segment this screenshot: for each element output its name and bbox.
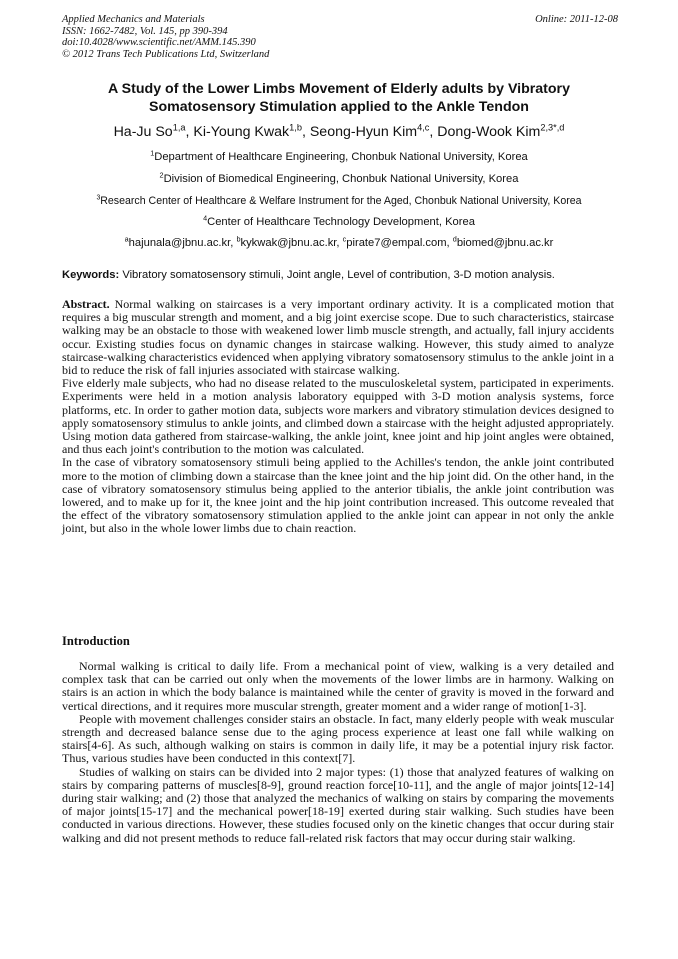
author-sup: 1,b [289, 122, 302, 133]
keywords-text: Vibratory somatosensory stimuli, Joint angle, Level of contribution, 3-D motion analysis. [122, 269, 555, 281]
copyright: © 2012 Trans Tech Publications Ltd, Switzerland [62, 48, 270, 60]
online-date: Online: 2011-12-08 [535, 14, 618, 25]
email-sup: d [452, 234, 457, 244]
affiliation-text: Research Center of Healthcare & Welfare Instrument for the Aged, Chonbuk National University, Korea [100, 195, 582, 207]
abstract-paragraph-3: In the case of vibratory somatosensory stimuli being applied to the Achilles's tendon, the ankle joint contributed more to the motion of climbing down a staircase than the knee joint and the hip joint did. On the other hand, in the case of vibratory somatosensory stimulus being applied to the anterior tibialis, the ankle joint contribution was lowered, and to make up for it, the knee joint and the hip joint contribution increased. This outcome revealed that the effect of the vibratory somatosensory stimulation applied to the ankle joint can appear in not only the ankle joint, but also in the whole lower limbs due to chain reaction. [62, 455, 614, 536]
section-heading-introduction: Introduction [62, 634, 130, 648]
paper-title [40, 80, 638, 116]
author-name: Seong-Hyun Kim [309, 124, 418, 140]
email-link[interactable]: kykwak@jbnu.ac.kr [240, 237, 337, 249]
affiliation-3 [20, 194, 658, 208]
email-sup: a [124, 234, 129, 244]
affiliation-sup: 2 [159, 170, 164, 180]
email-link[interactable]: biomed@jbnu.ac.kr [456, 237, 554, 249]
affiliation-2 [20, 172, 658, 186]
email-list: $^a$hajunala@jbnu.ac.kr, $^b$kykwak@jbnu.ac.kr, $^c$pirate7@empal.com, $^d$biomed@jbnu.ac.kr [124, 234, 554, 249]
introduction-body [62, 660, 614, 845]
affiliation-text: Department of Healthcare Engineering, Chonbuk National University, Korea [154, 151, 528, 163]
doi: doi:10.4028/www.scientific.net/AMM.145.390 [62, 37, 256, 48]
affiliation-sup: 4 [203, 213, 208, 223]
abstract-text: Normal walking on staircases is a very important ordinary activity. It is a complicated motion that requires a big muscular strength and moment, and a big joint exercise scope. Due to such characteristics, staircase walking may be an obstacle to those with weakened lower limb muscle strength, and actually, fall injury accidents occur. Existing studies focus on dynamic changes in staircase walking. However, this study aimed to analyze staircase-walking characteristics evidenced when applying vibratory somatosensory stimulus to the ankle joint in a bid to reduce the risk of fall injuries associated with staircase walking. [62, 297, 615, 378]
email-sup: c [342, 234, 347, 244]
affiliation-text: Center of Healthcare Technology Development, Korea [207, 216, 475, 228]
intro-paragraph-3: Studies of walking on stairs can be divided into 2 major types: (1) those that analyzed features of walking on stairs by comparing patterns of muscles[8-9], ground reaction force[10-11], and the angle of major joints[12-14] during stair walking; and (2) those that analyzed the mechanics of walking on stairs by comparing the movements of major joints[15-17] and the mechanical power[18-19] exerted during stair walking. Such studies have been conducted in various directions. However, these studies focused only on the kinetic changes that occur during stair walking and did not present methods to reduce fall-related risk factors that may occur during stair walking. [62, 764, 614, 845]
email-link[interactable]: pirate7@empal.com [346, 237, 447, 249]
intro-paragraph-2: People with movement challenges consider stairs an obstacle. In fact, many elderly people with weak muscular strength and decreased balance sense due to the aging process experience at least one fall while walking on stairs[4-6]. As such, although walking on stairs is common in daily life, it may be a potential injury risk factor. Thus, various studies have been conducted in this context[7]. [62, 711, 614, 766]
keywords-label: Keywords: [62, 269, 120, 281]
affiliation-4 [20, 215, 658, 229]
abstract-paragraph-2: Five elderly male subjects, who had no disease related to the musculoskeletal system, participated in experiments. Experiments were held in a motion analysis laboratory equipped with 3-D motion analysis systems, force platforms, etc. In order to gather motion data, subjects wore markers and vibratory stimulation devices designed to apply somatosensory stimulus to ankle joints, and climbed down a staircase with the height adjusted appropriately. Using motion data gathered from staircase-walking, the ankle joint, knee joint and hip joint angles were obtained, and thus each joint's contribution to the motion was calculated. [62, 376, 614, 457]
intro-paragraph-1: Normal walking is critical to daily life. From a mechanical point of view, walking is a very detailed and complex task that can be carried out only when the movements of the lower limbs are in harmony. Walking on stairs is an action in which the body balance is maintained while the center of gravity is moved in the forward and vertical directions, and it requires more muscular strength, greater moment and a wider range of motion[1-3]. [62, 659, 614, 713]
abstract-label: Abstract. [62, 297, 110, 311]
journal-header [62, 14, 618, 60]
affiliation-sup: 1 [150, 148, 155, 158]
author-sup: 2,3*,d [540, 122, 565, 133]
issn: ISSN: 1662-7482, Vol. 145, pp 390-394 [62, 25, 228, 37]
journal-name: Applied Mechanics and Materials [62, 14, 205, 25]
abstract [62, 298, 614, 536]
author-list: Ha-Ju So$^{1,a}$, Ki-Young Kwak$^{1,b}$, Seong-Hyun Kim$^{4,c}$, Dong-Wook Kim$^{2,3*,d}$ [113, 122, 565, 140]
keywords [62, 268, 622, 282]
affiliation-text: Division of Biomedical Engineering, Chonbuk National University, Korea [163, 173, 519, 185]
email-link[interactable]: hajunala@jbnu.ac.kr [128, 237, 231, 249]
abstract-paragraph-1 [62, 298, 614, 377]
affiliation-1 [20, 150, 658, 164]
author-name: Ki-Young Kwak [193, 124, 290, 140]
author-sup: 4,c [417, 122, 430, 133]
title-line-1: A Study of the Lower Limbs Movement of Elderly adults by Vibratory [108, 81, 570, 97]
email-sup: b [236, 234, 241, 244]
author-name: Dong-Wook Kim [437, 124, 541, 140]
author-name: Ha-Ju So [113, 124, 173, 140]
author-sup: 1,a [172, 122, 186, 133]
title-line-2: Somatosensory Stimulation applied to the Ankle Tendon [149, 99, 529, 115]
affiliation-sup: 3 [96, 194, 101, 202]
